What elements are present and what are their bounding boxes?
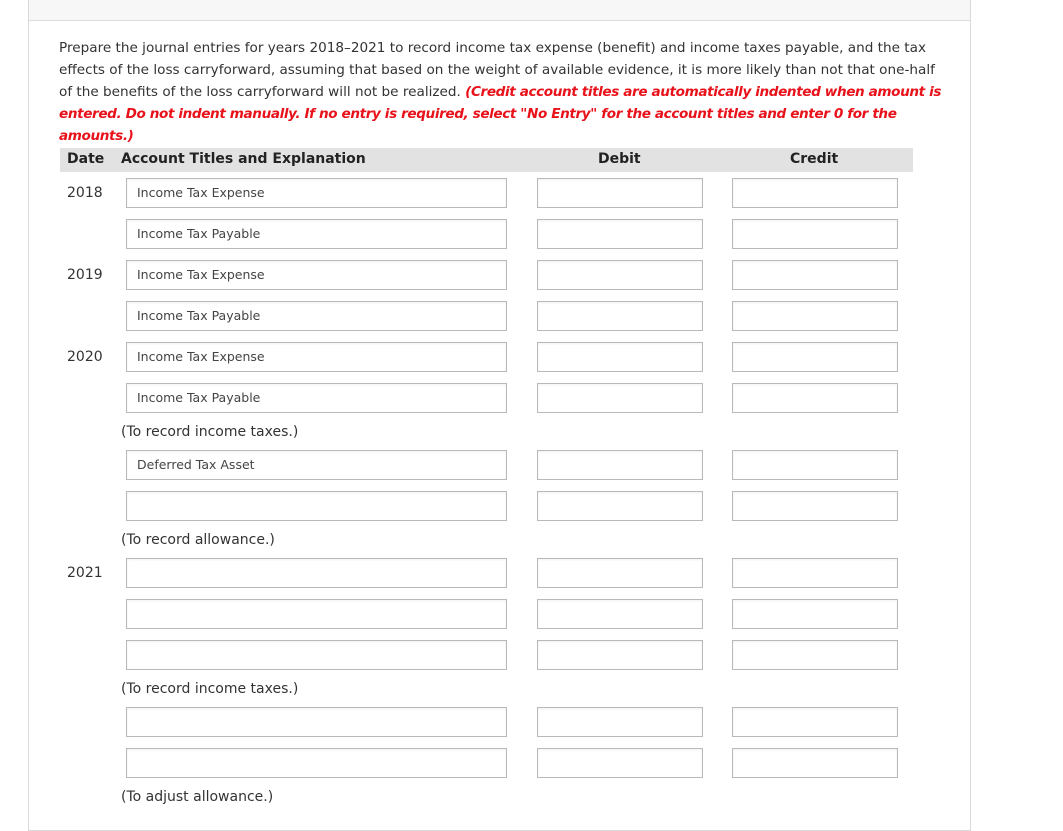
debit-input[interactable] [537, 707, 703, 737]
account-field[interactable] [126, 748, 507, 778]
account-field[interactable] [126, 491, 507, 521]
credit-input[interactable] [732, 301, 898, 331]
entry-note: (To record income taxes.) [121, 681, 299, 697]
debit-input[interactable] [537, 748, 703, 778]
debit-input[interactable] [537, 342, 703, 372]
debit-input[interactable] [537, 558, 703, 588]
account-field[interactable]: Income Tax Payable [126, 301, 507, 331]
header-credit: Credit [790, 151, 839, 167]
debit-input[interactable] [537, 178, 703, 208]
credit-input[interactable] [732, 748, 898, 778]
debit-input[interactable] [537, 260, 703, 290]
account-field[interactable]: Income Tax Expense [126, 260, 507, 290]
entry-note: (To adjust allowance.) [121, 789, 274, 805]
entry-note: (To record allowance.) [121, 532, 275, 548]
credit-input[interactable] [732, 640, 898, 670]
entry-note: (To record income taxes.) [121, 424, 299, 440]
account-field[interactable]: Deferred Tax Asset [126, 450, 507, 480]
header-debit: Debit [598, 151, 641, 167]
table-header [60, 148, 913, 172]
account-field[interactable] [126, 599, 507, 629]
instructions-text: Prepare the journal entries for years 2018–2021 to record income tax expense (benefit) and income taxes payable, and the tax effects of the loss carryforward, assuming that based on the weight of available evidence, it is more likely than not that one-half of the benefits of the loss carryforward will not be realized. [59, 40, 935, 100]
instructions-note: (Credit account titles are automatically indented when amount is entered. Do not indent manually. If no entry is required, select "No Entry" for the account titles and enter 0 for the amounts.) [59, 84, 942, 144]
account-field[interactable]: Income Tax Expense [126, 342, 507, 372]
account-field[interactable] [126, 707, 507, 737]
account-field[interactable]: Income Tax Expense [126, 178, 507, 208]
header-account: Account Titles and Explanation [121, 151, 366, 167]
debit-input[interactable] [537, 640, 703, 670]
account-field[interactable]: Income Tax Payable [126, 383, 507, 413]
header-date: Date [67, 151, 105, 167]
account-field[interactable] [126, 640, 507, 670]
debit-input[interactable] [537, 450, 703, 480]
year-2021: 2021 [67, 565, 103, 581]
credit-input[interactable] [732, 558, 898, 588]
debit-input[interactable] [537, 301, 703, 331]
account-field[interactable]: Income Tax Payable [126, 219, 507, 249]
debit-input[interactable] [537, 383, 703, 413]
credit-input[interactable] [732, 383, 898, 413]
credit-input[interactable] [732, 491, 898, 521]
credit-input[interactable] [732, 450, 898, 480]
credit-input[interactable] [732, 342, 898, 372]
instructions [59, 37, 949, 147]
debit-input[interactable] [537, 219, 703, 249]
account-field[interactable] [126, 558, 507, 588]
credit-input[interactable] [732, 599, 898, 629]
debit-input[interactable] [537, 491, 703, 521]
year-2020: 2020 [67, 349, 103, 365]
credit-input[interactable] [732, 260, 898, 290]
debit-input[interactable] [537, 599, 703, 629]
panel-top-bar [29, 0, 970, 21]
credit-input[interactable] [732, 219, 898, 249]
year-2018: 2018 [67, 185, 103, 201]
credit-input[interactable] [732, 178, 898, 208]
year-2019: 2019 [67, 267, 103, 283]
credit-input[interactable] [732, 707, 898, 737]
